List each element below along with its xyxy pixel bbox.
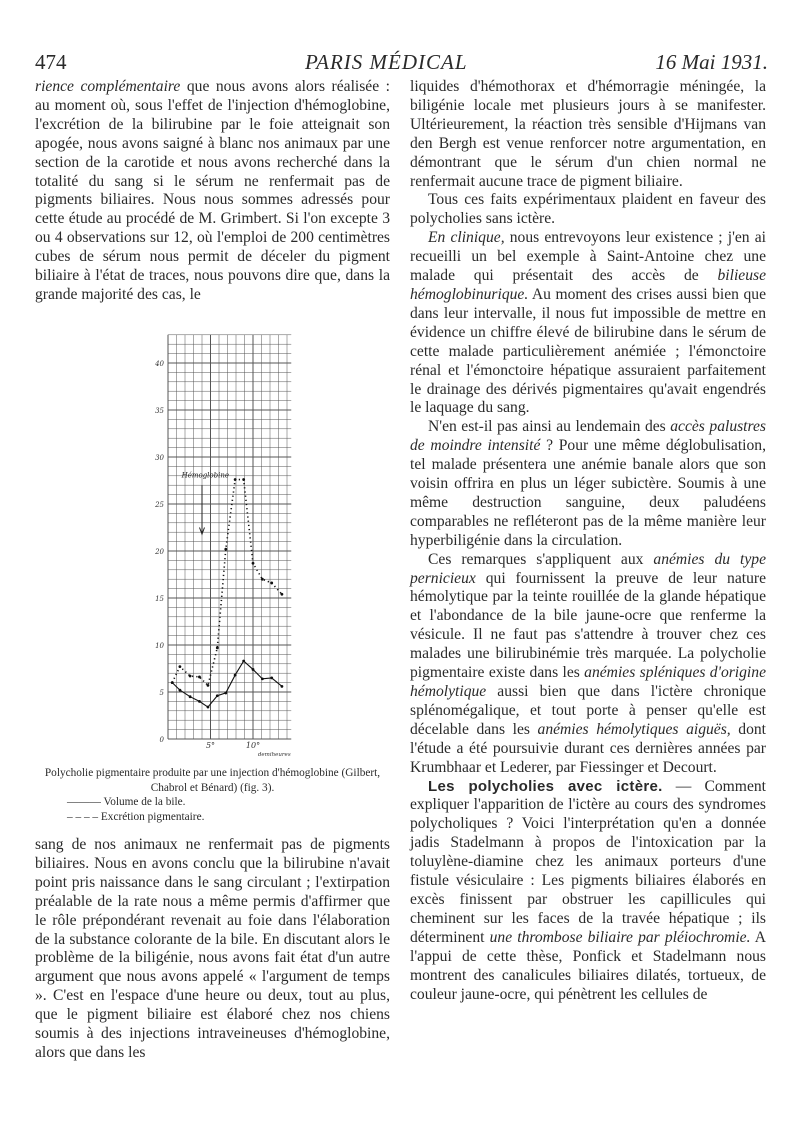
x-axis-label: demiheures xyxy=(257,752,291,758)
data-point xyxy=(189,675,192,678)
data-point xyxy=(179,689,182,692)
data-point xyxy=(252,562,255,565)
data-point xyxy=(234,478,237,481)
italic-text: anémies du type pernicieux xyxy=(410,550,766,587)
data-point xyxy=(216,694,219,697)
data-point xyxy=(207,706,210,709)
legend-dashed: – – – – Excrétion pigmentaire. xyxy=(67,810,205,823)
text: A l'appui de cette thèse, Ponfick et Stadelmann nous montrent des canalicules biliaires dilatés, tortueux, de couleur jaune-ocre, qui pénètrent les cellules de xyxy=(410,928,767,1003)
annotation-label: Hémoglobine xyxy=(181,471,230,480)
italic-text: une thrombose biliaire par pléiochromie. xyxy=(489,928,751,946)
text: que nous avons alors réalisée : au moment où, sous l'effet de l'injection d'hémoglobine, l'excrétion de la bilirubine par le foie atteignait son apogée, nous avons saigné à blanc nos animaux par une section de la carotide et nous avons recherché dans la totalité du sang si le sérum ne renfermait pas de pigments biliaires. Nous nous sommes adressés pour cette étude au procédé de M. Grimbert. Si l'on excepte 3 ou 4 observations sur 12, où l'emploi de 200 centimètres cubes de sérum nous permit de déceler du pigment biliaire à l'état de traces, nous pouvons dire que, dans la grande majorité des cas, le xyxy=(35,78,390,303)
text: liquides d'hémothorax et d'hémorragie méningée, la biligénie locale met plusieurs jours à se manifester. Ultérieurement, la réaction très sensible d'Hijmans van den Bergh est venue renforcer notre argumentation, en démontrant que le sérum d'un chien normal ne renfermait aucune trace de pigment biliaire. xyxy=(410,78,766,190)
left-column-top xyxy=(35,78,390,305)
paragraph xyxy=(410,418,766,550)
italic-text: anémies spléniques d'origine hémolytique xyxy=(410,664,766,700)
text: sang de nos animaux ne renfermait pas de pigments biliaires. Nous en avons conclu que la bilirubine n'avait point pris naissance dans le sang circulant ; l'extirpation préalable de la rate nous a même permis d'affirmer que le rôle prépondérant revenait au foie dans l'élaboration de la substance colorante de la bile. En discutant alors le problème de la biligénie, nous avons fait état d'un autre argument que nous avons appelé « l'argument de temps ». C'est en l'espace d'une heure ou deux, tout au plus, que le pigment biliaire est élaboré chez nos chiens soumis à des injections intraveineuses d'hémoglobine, alors que dans les xyxy=(35,836,390,1061)
left-column-bottom xyxy=(35,836,390,1063)
right-column xyxy=(410,78,766,1004)
figure-caption: Polycholie pigmentaire produite par une injection d'hémoglobine (Gilbert, Chabrol et Bénard) (fig. 3). xyxy=(44,767,381,794)
italic-text: anémies hémolytiques aiguës, xyxy=(537,720,731,738)
text: ? Pour une même déglobulisation, tel malade présentera une anémie banale alors que son voisin offrira en plus un léger subictère. Soumis à une même destruction sanguine, deux paludéens comparables ne refléteront pas de la même manière leur hyperbiligénie dans la circulation. xyxy=(410,437,766,549)
y-tick-label: 30 xyxy=(155,454,164,462)
y-tick-label: 20 xyxy=(155,548,164,556)
text: Tous ces faits expérimentaux plaident en faveur des polycholies sans ictère. xyxy=(410,191,766,228)
data-point xyxy=(281,685,284,688)
y-tick-label: 5 xyxy=(159,689,164,697)
data-point xyxy=(216,646,219,649)
y-tick-label: 10 xyxy=(155,642,164,650)
italic-text: accès palustres de moindre intensité xyxy=(410,418,766,455)
data-point xyxy=(198,700,201,703)
paragraph xyxy=(410,229,766,418)
text: — Comment expliquer l'apparition de l'ictère au cours des syndromes polycholiques ? Voici l'interprétation qu'en a donnée jadis Stadelmann à propos de l'intoxication par la toluylène-diamine chez les animaux porteurs d'une fistule vésiculaire : Les pigments biliaires élaborés en excès finissent par obstruer les capillicules qui cheminent sur les faces de la travée hépatique ; ils déterminent xyxy=(410,777,766,946)
text: dont l'étude a été poursuivie durant ces dernières années par Krumbhaar et Lederer, par Fiessinger et Decourt. xyxy=(410,720,766,776)
legend-solid: ——— Volume de la bile. xyxy=(67,796,186,808)
data-point xyxy=(261,677,264,680)
text: Ces remarques s'appliquent aux xyxy=(428,550,654,568)
paragraph xyxy=(35,78,390,305)
figure-chart xyxy=(140,325,310,765)
data-point xyxy=(270,677,273,680)
y-tick-label: 15 xyxy=(155,595,164,603)
text: nous entrevoyons leur existence ; j'en ai recueilli un bel exemple à Saint-Antoine chez une malade qui présentait des accès de xyxy=(410,229,766,285)
paragraph xyxy=(35,836,390,1063)
data-point xyxy=(242,660,245,663)
series-line-volume xyxy=(172,661,282,707)
journal-title: PARIS MÉDICAL xyxy=(305,50,468,74)
data-point xyxy=(198,676,201,679)
data-point xyxy=(207,684,210,687)
paragraph xyxy=(410,551,766,778)
italic-text: rience complémentaire xyxy=(35,78,181,95)
data-point xyxy=(179,665,182,668)
italic-text: En clinique, xyxy=(428,229,505,247)
text: qui fournissent la preuve de leur nature hémolytique par la teinte rouillée de la glande hépatique et l'abondance de la bile jaune-ocre que renferme la vésicule. Il ne faut pas s'attendre à trouver chez ces malades une bilirubinémie très marquée. La polycholie pigmentaire existe dans les xyxy=(410,569,766,682)
data-point xyxy=(234,674,237,677)
paragraph xyxy=(410,778,766,1005)
paragraph xyxy=(410,78,766,191)
y-tick-label: 0 xyxy=(159,736,164,744)
y-tick-label: 35 xyxy=(155,407,164,415)
data-point xyxy=(252,668,255,671)
data-point xyxy=(261,578,264,581)
italic-text: bilieuse hémoglobinurique. xyxy=(410,267,766,303)
text: N'en est-il pas ainsi au lendemain des xyxy=(428,418,671,436)
figure-caption-block xyxy=(35,766,390,824)
x-tick-label: 10° xyxy=(245,741,261,750)
text: aussi bien que dans l'ictère chronique splénomégalique, et tout porte à penser qu'elle est décelable dans les xyxy=(410,683,766,738)
page-number: 474 xyxy=(35,50,67,74)
text: Au moment des crises aussi bien que dans leur intervalle, il nous fut impossible de mettre en évidence un chiffre élevé de bilirubine dans le sérum de cette malade particulièrement anémiée ; l'émonctoire rénal et l'émonctoire hépatique assuraient parfaitement le drainage des dérivés pigmentaires qu'avait engendrés le laquage du sang. xyxy=(410,285,766,417)
data-point xyxy=(281,593,284,596)
paragraph xyxy=(410,191,766,229)
data-point xyxy=(224,548,227,551)
data-point xyxy=(270,582,273,585)
data-point xyxy=(224,692,227,695)
y-tick-label: 40 xyxy=(155,360,164,368)
y-tick-label: 25 xyxy=(155,501,164,509)
data-point xyxy=(242,478,245,481)
x-tick-label: 5° xyxy=(205,741,216,750)
data-point xyxy=(171,681,174,684)
data-point xyxy=(189,695,192,698)
issue-date: 16 Mai 1931. xyxy=(655,50,768,74)
section-heading: Les polycholies avec ictère. xyxy=(428,777,663,795)
